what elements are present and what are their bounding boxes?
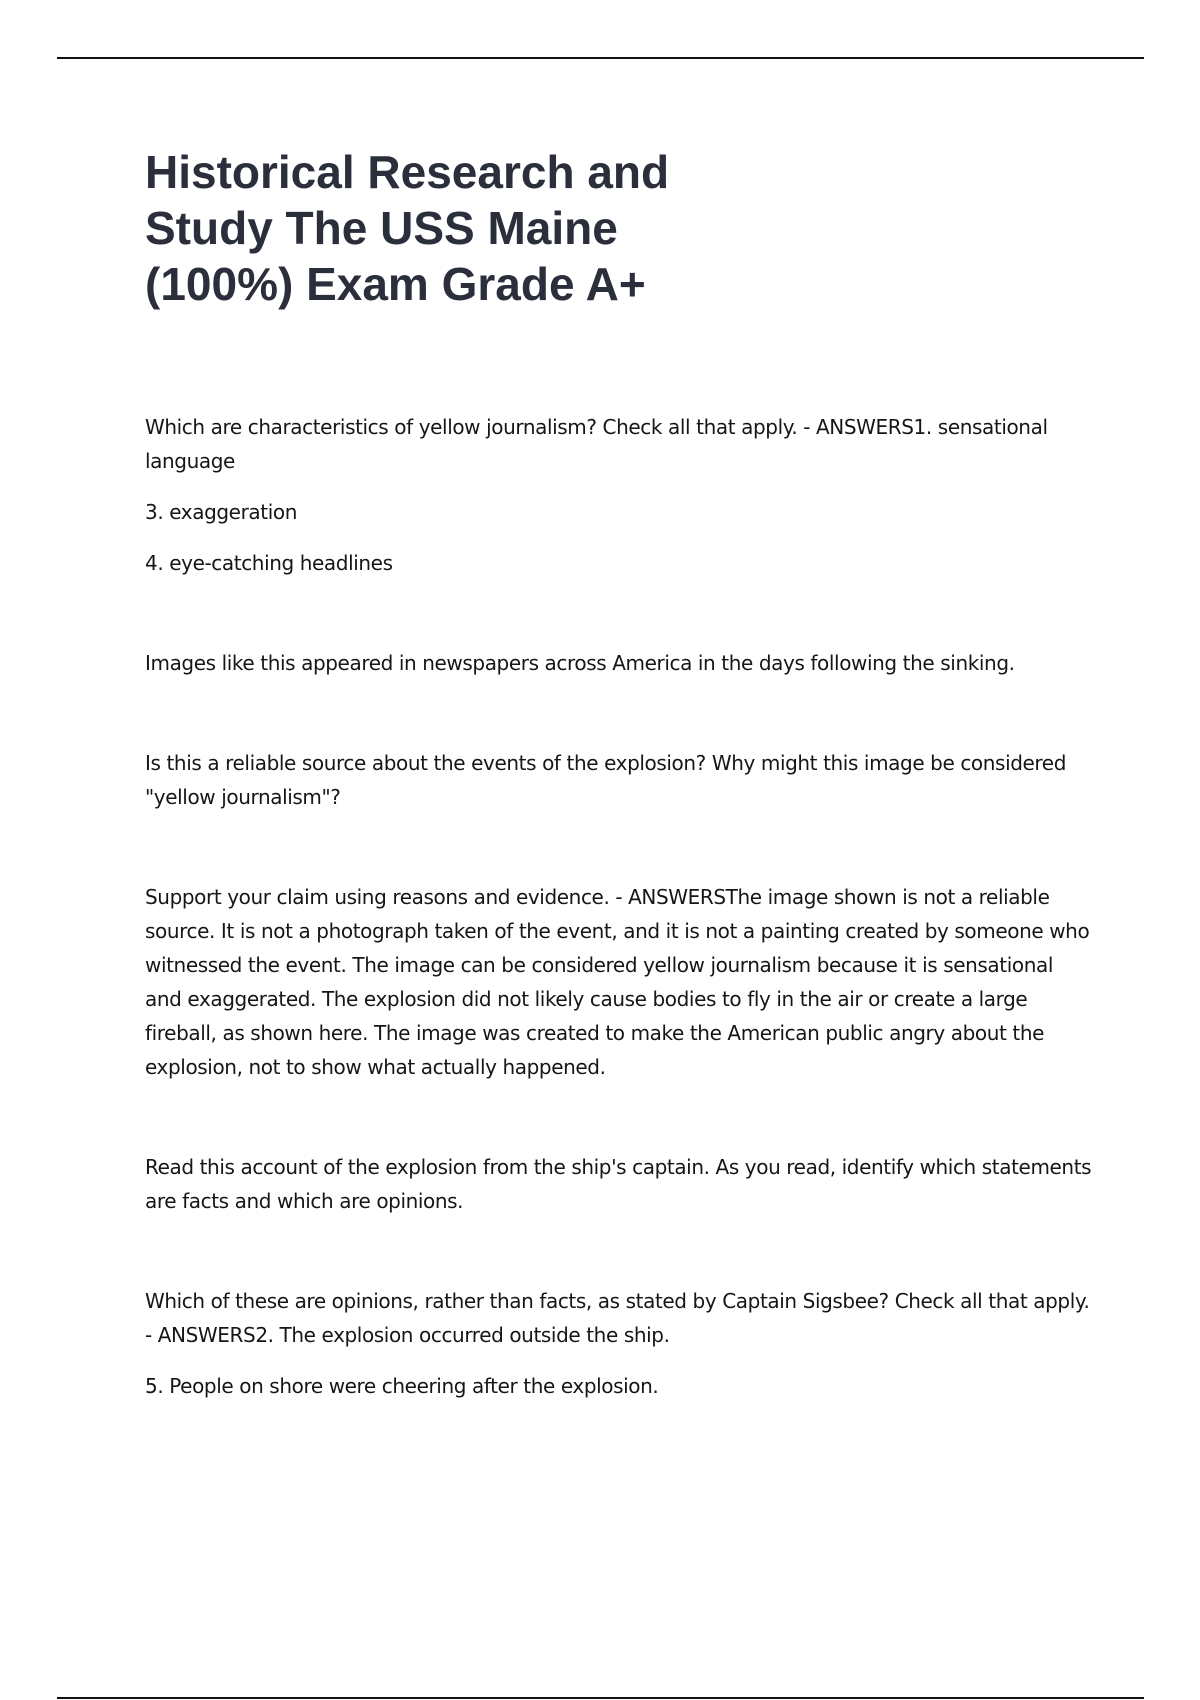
document-body xyxy=(145,410,1095,1403)
image-context-text: Images like this appeared in newspapers across America in the days following the sinking. xyxy=(145,651,1015,675)
answer-item-exaggeration: 3. exaggeration xyxy=(145,500,297,524)
answer-item-cheering: 5. People on shore were cheering after the explosion. xyxy=(145,1374,659,1398)
answer-support-claim: Support your claim using reasons and evidence. - ANSWERSThe image shown is not a reliable source. It is not a photograph taken of the event, and it is not a painting created by someone who witnessed the event. The image can be considered yellow journalism because it is sensational and exaggerated. The explosion did not likely cause bodies to fly in the air or create a large fireball, as shown here. The image was created to make the American public angry about the explosion, not to show what actually happened. xyxy=(145,885,1090,1079)
answer-item-headlines: 4. eye-catching headlines xyxy=(145,551,393,575)
top-divider xyxy=(57,57,1144,59)
question-reliable-source: Is this a reliable source about the events of the explosion? Why might this image be considered "yellow journalism"? xyxy=(145,751,1067,809)
document-title: Historical Research and Study The USS Maine (100%) Exam Grade A+ xyxy=(145,146,670,310)
question-opinions: Which of these are opinions, rather than facts, as stated by Captain Sigsbee? Check all that apply. - ANSWERS2. The explosion occurred outside the ship. xyxy=(145,1289,1090,1347)
question-yellow-journalism: Which are characteristics of yellow journalism? Check all that apply. - ANSWERS1. sensational language xyxy=(145,415,1048,473)
reading-instruction: Read this account of the explosion from the ship's captain. As you read, identify which statements are facts and which are opinions. xyxy=(145,1155,1092,1213)
bottom-divider xyxy=(57,1697,1144,1699)
